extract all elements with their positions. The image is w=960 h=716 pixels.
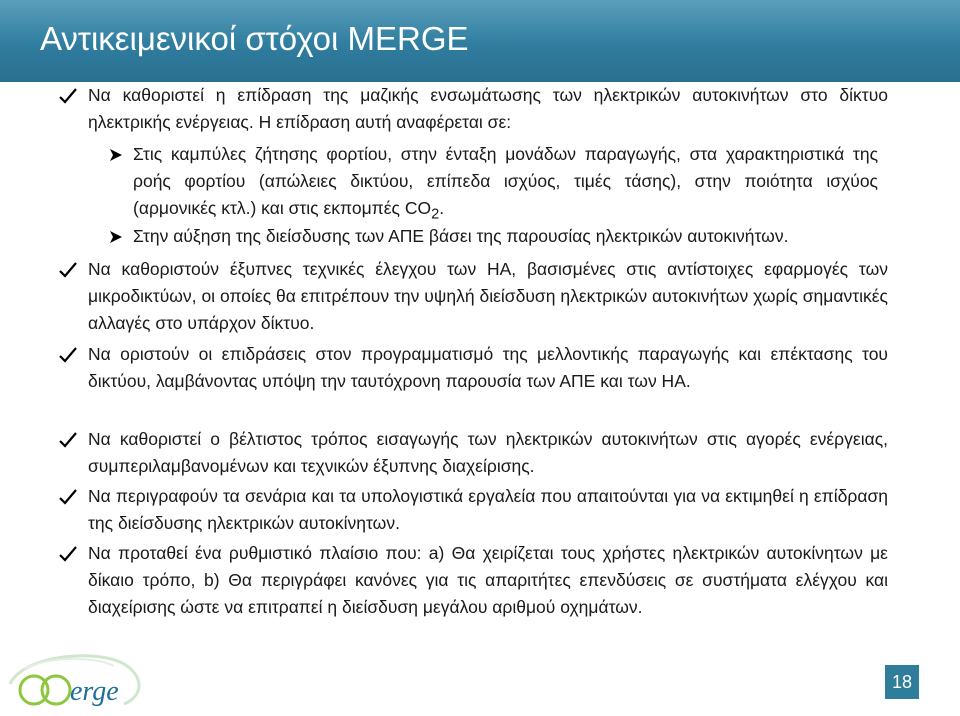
co2-subscript: 2 (431, 206, 440, 223)
arrow-bullet-icon (108, 229, 124, 245)
checkmark-icon (58, 260, 78, 280)
logo-text: erge (70, 676, 119, 707)
merge-logo (4, 644, 154, 716)
slide-title: Αντικειμενικοί στόχοι MERGE (40, 20, 469, 57)
checkmark-icon (58, 544, 78, 564)
checkmark-icon (58, 487, 78, 507)
sub-bullet-1-tail: . (439, 198, 445, 218)
title-bar (0, 0, 960, 82)
arrow-bullet-icon (108, 147, 124, 163)
bullet-2: Να καθοριστούν έξυπνες τεχνικές έλεγχου των ΗΑ, βασισμένες στις αντίστοιχες εφαρμογές των μικροδικτύων, οι οποίες θα επιτρέπουν την υψηλή διείσδυση ηλεκτρικών αυτοκινήτων χωρίς σημαντικές αλλαγές στο υπάρχον δίκτυο. (88, 259, 888, 333)
sub-bullet-2: Στην αύξηση της διείσδυσης των ΑΠΕ βάσει της παρουσίας ηλεκτρικών αυτοκινήτων. (133, 226, 789, 246)
sub-bullet-1 (133, 141, 878, 229)
bullet-4: Να καθοριστεί ο βέλτιστος τρόπος εισαγωγής των ηλεκτρικών αυτοκινήτων στις αγορές ενέργειας, συμπεριλαμβανομένων και τεχνικών έξυπνης διαχείρισης. (88, 429, 888, 476)
bullet-6: Να προταθεί ένα ρυθμιστικό πλαίσιο που: a) Θα χειρίζεται τους χρήστες ηλεκτρικών αυτοκίνητων με δίκαιο τρόπο, b) Θα περιγράφει κανόνες για τις απαριτήτες επενδύσεις σε συστήματα ελέγχου και διαχείρισης ώστε να επιτραπεί η διείσδυση μεγάλου αριθμού οχημάτων. (88, 543, 888, 617)
page-number: 18 (885, 665, 919, 699)
checkmark-icon (58, 86, 78, 106)
bullet-1: Να καθοριστεί η επίδραση της μαζικής ενσωμάτωσης των ηλεκτρικών αυτοκινήτων στο δίκτυο ηλεκτρικής ενέργειας. Η επίδραση αυτή αναφέρεται σε: (88, 85, 888, 132)
checkmark-icon (58, 430, 78, 450)
bullet-3: Να οριστούν οι επιδράσεις στον προγραμματισμό της μελλοντικής παραγωγής και επέκτασης του δικτύου, λαμβάνοντας υπόψη την ταυτόχρονη παρουσία των ΑΠΕ και των ΗΑ. (88, 344, 888, 391)
checkmark-icon (58, 345, 78, 365)
bullet-5: Να περιγραφούν τα σενάρια και τα υπολογιστικά εργαλεία που απαιτούνται για να εκτιμηθεί η επίδραση της διείσδυσης ηλεκτρικών αυτοκίνητων. (88, 486, 888, 533)
sub-bullet-1-text: Στις καμπύλες ζήτησης φορτίου, στην ένταξη μονάδων παραγωγής, στα χαρακτηριστικά της ροής φορτίου (απώλειες δικτύου, επίπεδα ισχύος, τιμές τάσης), στην ποιότητα ισχύος (αρμονικές κτλ.) και στις εκπομπές CO (133, 144, 878, 218)
